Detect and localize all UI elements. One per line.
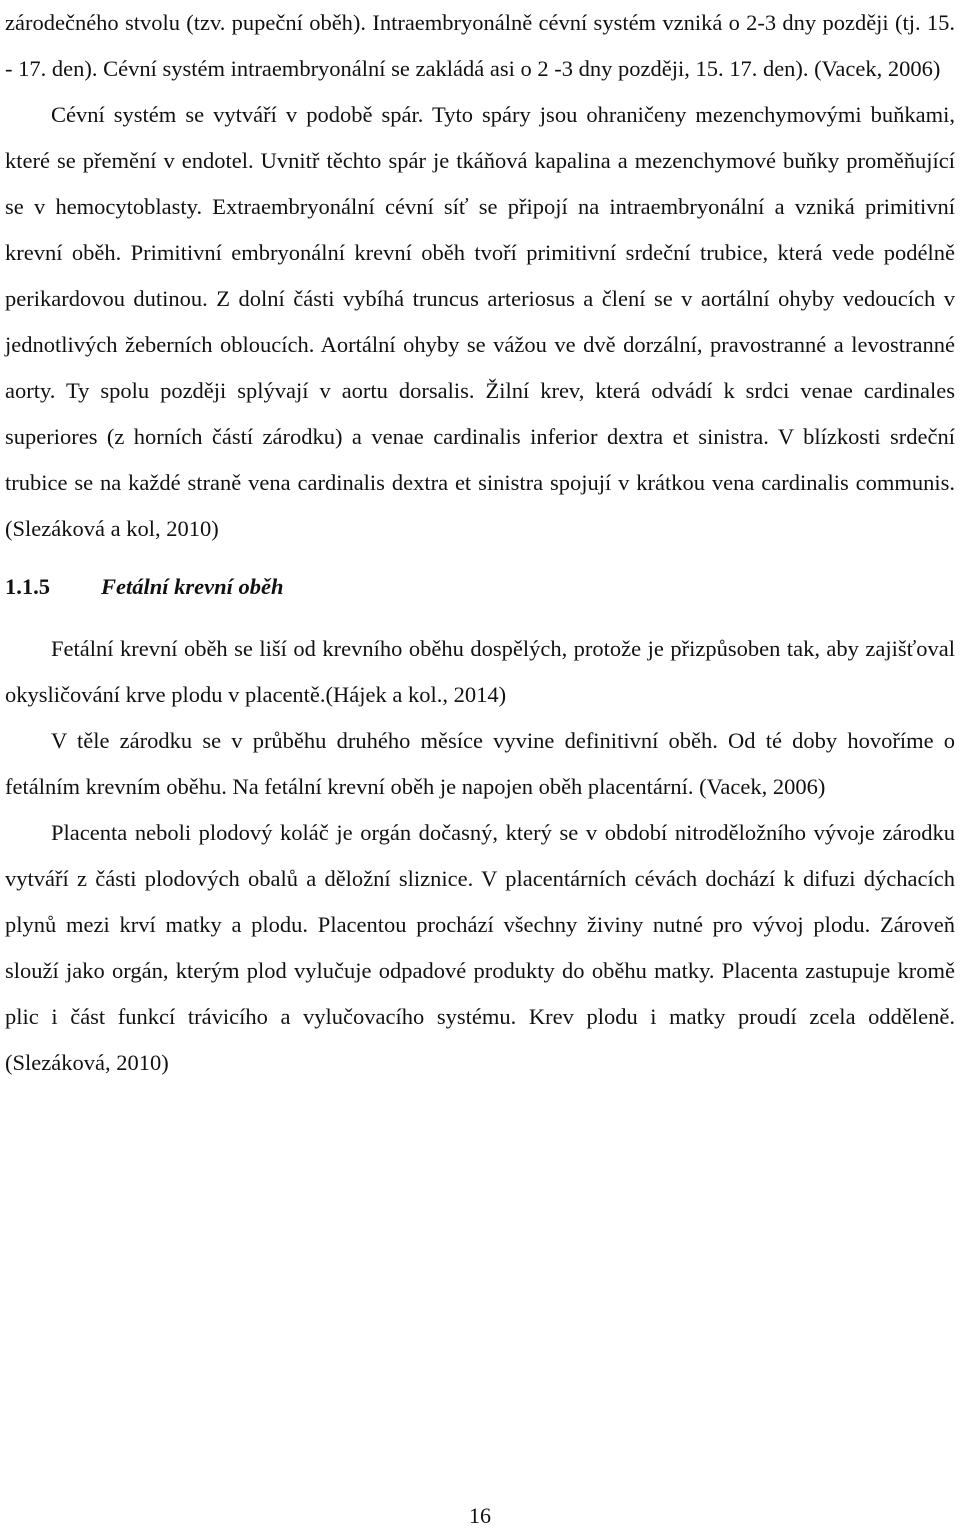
section-title: Fetální krevní oběh (101, 574, 284, 599)
paragraph: V těle zárodku se v průběhu druhého měsíce vyvine definitivní oběh. Od té doby hovoříme o fetálním krevním oběhu. Na fetální krevní oběh je napojen oběh placentární. (Vacek, 2006) (5, 728, 955, 799)
paragraph: Cévní systém se vytváří v podobě spár. Tyto spáry jsou ohraničeny mezenchymovými buňkami, které se přemění v endotel. Uvnitř těchto spár je tkáňová kapalina a mezenchymové buňky proměňující se v hemocytoblasty. Extraembryonální cévní síť se připojí na intraembryonální a vzniká primitivní krevní oběh. Primitivní embryonální krevní oběh tvoří primitivní srdeční trubice, která vede podélně perikardovou dutinou. Z dolní části vybíhá truncus arteriosus a člení se v aortální ohyby vedoucích v jednotlivých žeberních obloucích. Aortální ohyby se vážou ve dvě dorzální, pravostranné a levostranné aorty. Ty spolu později splývají v aortu dorsalis. Žilní krev, která odvádí k srdci venae cardinales superiores (z horních částí zárodku) a venae cardinalis inferior dextra et sinistra. V blízkosti srdeční trubice se na každé straně vena cardinalis dextra et sinistra spojují v krátkou vena cardinalis communis. (Slezáková a kol, 2010) (5, 102, 955, 541)
paragraph: Placenta neboli plodový koláč je orgán dočasný, který se v období nitroděložního vývoje zárodku vytváří z části plodových obalů a děložní sliznice. V placentárních cévách dochází k difuzi dýchacích plynů mezi krví matky a plodu. Placentou prochází všechny živiny nutné pro vývoj plodu. Zároveň slouží jako orgán, kterým plod vylučuje odpadové produkty do oběhu matky. Placenta zastupuje kromě plic i část funkcí trávicího a vylučovacího systému. Krev plodu i matky proudí zcela odděleně. (Slezáková, 2010) (5, 820, 955, 1075)
paragraph: Fetální krevní oběh se liší od krevního oběhu dospělých, protože je přizpůsoben tak, aby zajišťoval okysličování krve plodu v placentě.(Hájek a kol., 2014) (5, 636, 955, 707)
page-number: 16 (469, 1503, 491, 1528)
paragraph: zárodečného stvolu (tzv. pupeční oběh). Intraembryonálně cévní systém vzniká o 2-3 dny později (tj. 15. - 17. den). Cévní systém intraembryonální se zakládá asi o 2 -3 dny později, 15. 17. den). (Vacek, 2006) (5, 10, 955, 81)
section-heading (5, 564, 955, 610)
section-number: 1.1.5 (5, 574, 50, 599)
document-page (5, 0, 955, 1086)
